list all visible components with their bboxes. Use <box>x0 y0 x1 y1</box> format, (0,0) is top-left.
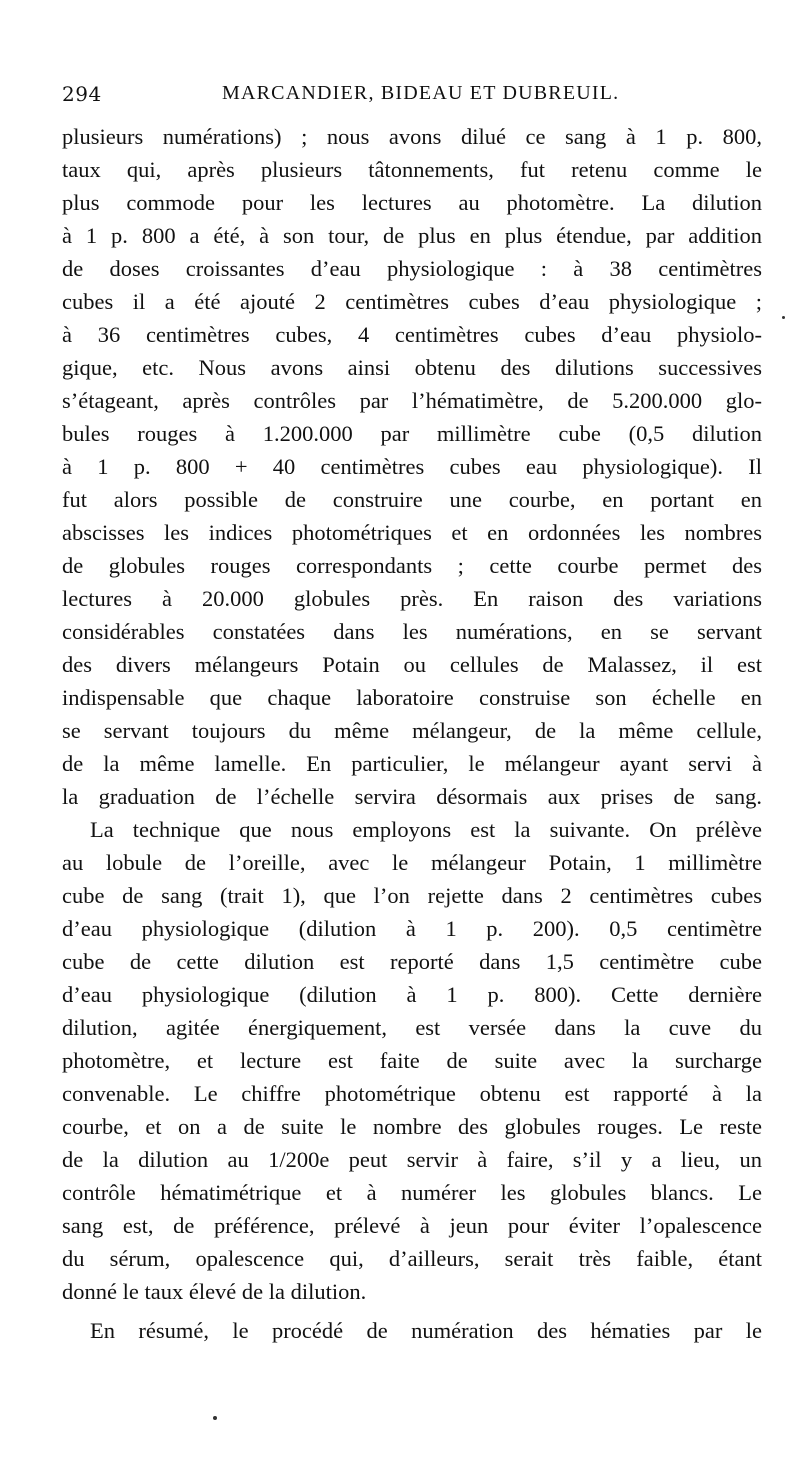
text-line: plus commode pour les lectures au photomètre. La dilution <box>62 190 762 215</box>
text-line: à 1 p. 800 + 40 centimètres cubes eau physiologique). Il <box>62 454 762 479</box>
running-head: MARCANDIER, BIDEAU ET DUBREUIL. <box>222 82 620 104</box>
text-line: à 1 p. 800 a été, à son tour, de plus en plus étendue, par addition <box>62 223 762 248</box>
text-line: gique, etc. Nous avons ainsi obtenu des dilutions successives <box>62 355 762 380</box>
body-text <box>62 120 762 1347</box>
text-line: indispensable que chaque laboratoire construise son échelle en <box>62 685 762 710</box>
text-line: lectures à 20.000 globules près. En raison des variations <box>62 586 762 611</box>
text-line: abscisses les indices photométriques et en ordonnées les nombres <box>62 520 762 545</box>
text-line: d’eau physiologique (dilution à 1 p. 800). Cette dernière <box>62 982 762 1007</box>
page-header <box>62 82 756 114</box>
ink-speck <box>213 1416 217 1420</box>
text-line: des divers mélangeurs Potain ou cellules de Malassez, il est <box>62 652 762 677</box>
text-line: de la même lamelle. En particulier, le mélangeur ayant servi à <box>62 751 762 776</box>
text-line: En résumé, le procédé de numération des hématies par le <box>90 1318 762 1343</box>
text-line: cube de cette dilution est reporté dans 1,5 centimètre cube <box>62 949 762 974</box>
text-line: courbe, et on a de suite le nombre des globules rouges. Le reste <box>62 1114 762 1139</box>
text-line: convenable. Le chiffre photométrique obtenu est rapporté à la <box>62 1081 762 1106</box>
text-line: de globules rouges correspondants ; cette courbe permet des <box>62 553 762 578</box>
text-line: de doses croissantes d’eau physiologique : à 38 centimètres <box>62 256 762 281</box>
text-line: de la dilution au 1/200e peut servir à faire, s’il y a lieu, un <box>62 1147 762 1172</box>
text-line: bules rouges à 1.200.000 par millimètre cube (0,5 dilution <box>62 421 762 446</box>
text-line: dilution, agitée énergiquement, est versée dans la cuve du <box>62 1015 762 1040</box>
text-line: à 36 centimètres cubes, 4 centimètres cubes d’eau physiolo- <box>62 322 762 347</box>
text-line: contrôle hématimétrique et à numérer les globules blancs. Le <box>62 1180 762 1205</box>
text-line: du sérum, opalescence qui, d’ailleurs, serait très faible, étant <box>62 1246 762 1271</box>
text-line: donné le taux élevé de la dilution. <box>62 1279 367 1304</box>
text-line: s’étageant, après contrôles par l’hématimètre, de 5.200.000 glo- <box>62 388 762 413</box>
text-line: la graduation de l’échelle servira désormais aux prises de sang. <box>62 784 762 809</box>
text-line: photomètre, et lecture est faite de suite avec la surcharge <box>62 1048 762 1073</box>
text-line: au lobule de l’oreille, avec le mélangeur Potain, 1 millimètre <box>62 850 762 875</box>
ink-speck <box>782 316 785 319</box>
text-line: La technique que nous employons est la suivante. On prélève <box>90 817 762 842</box>
text-line: cubes il a été ajouté 2 centimètres cubes d’eau physiologique ; <box>62 289 762 314</box>
text-line: fut alors possible de construire une courbe, en portant en <box>62 487 762 512</box>
text-line: sang est, de préférence, prélevé à jeun pour éviter l’opalescence <box>62 1213 762 1238</box>
text-line: cube de sang (trait 1), que l’on rejette dans 2 centimètres cubes <box>62 883 762 908</box>
text-line: d’eau physiologique (dilution à 1 p. 200). 0,5 centimètre <box>62 916 762 941</box>
page-number: 294 <box>62 82 102 106</box>
text-line: considérables constatées dans les numérations, en se servant <box>62 619 762 644</box>
text-line: plusieurs numérations) ; nous avons dilué ce sang à 1 p. 800, <box>62 124 762 149</box>
text-line: se servant toujours du même mélangeur, de la même cellule, <box>62 718 762 743</box>
text-line: taux qui, après plusieurs tâtonnements, fut retenu comme le <box>62 157 762 182</box>
